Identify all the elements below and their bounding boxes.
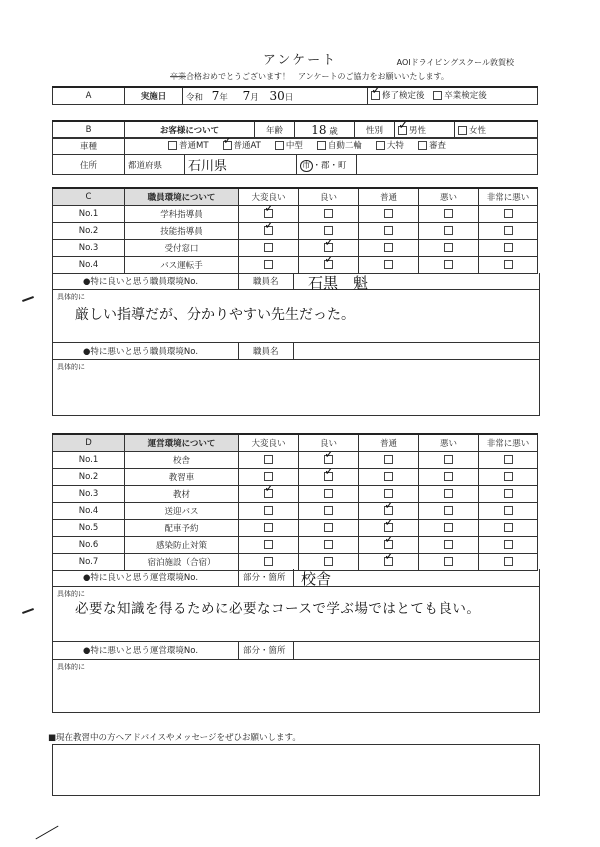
d-row-item: 配車予約 (125, 520, 239, 537)
date-field[interactable] (183, 87, 368, 105)
checkbox-icon (384, 209, 393, 218)
month-unit: 月 (250, 93, 259, 103)
rating-header: 非常に悪い (479, 434, 538, 452)
d-rating-cell[interactable] (299, 537, 359, 554)
city-field[interactable] (357, 155, 538, 175)
greeting-message: 合格おめでとうございます！ アンケートのご協力をお願いいたします。 (186, 72, 449, 81)
c-row-item: バス運転手 (125, 257, 239, 274)
gender-male[interactable] (395, 121, 455, 139)
d-row (53, 486, 538, 503)
d-rating-cell[interactable] (359, 520, 419, 537)
c-rating-cell[interactable] (359, 257, 419, 274)
c-rating-cell[interactable] (239, 206, 299, 223)
d-rating-cell[interactable] (479, 503, 538, 520)
vehicle-label: 車種 (53, 138, 125, 155)
c-rating-cell[interactable] (239, 240, 299, 257)
d-good-label: ●特に良いと思う運営環境No. (83, 573, 199, 583)
age-value: 18 (311, 123, 327, 137)
d-row (53, 520, 538, 537)
d-rating-cell[interactable] (479, 469, 538, 486)
d-part-label: 部分・箇所 (243, 573, 286, 583)
checkbox-icon (384, 243, 393, 252)
checkbox-icon (324, 489, 333, 498)
vehicle-row (52, 137, 538, 155)
scan-mark (22, 608, 34, 614)
vehicle-shinsa[interactable] (418, 139, 446, 151)
section-c-table (52, 187, 538, 274)
checkbox-icon (384, 472, 393, 481)
c-rating-cell[interactable] (299, 240, 359, 257)
checkbox-icon (504, 455, 513, 464)
checkbox-icon (398, 126, 407, 135)
age-field[interactable] (295, 121, 355, 139)
vehicle-options (125, 138, 538, 155)
c-rating-cell[interactable] (299, 223, 359, 240)
vehicle-nirin[interactable] (317, 139, 362, 151)
c-rating-cell[interactable] (359, 223, 419, 240)
d-rating-cell[interactable] (239, 469, 299, 486)
rating-header: 良い (299, 434, 359, 452)
month-value: 7 (242, 89, 251, 103)
checkbox-icon (324, 226, 333, 235)
section-d-heading: 運営環境について (125, 434, 239, 452)
d-bad-row (52, 642, 540, 660)
c-bad-detail-box[interactable] (52, 360, 540, 416)
rating-header: 普通 (359, 188, 419, 206)
d-rating-cell[interactable] (359, 503, 419, 520)
rating-header: 大変良い (239, 188, 299, 206)
c-rating-cell[interactable] (419, 223, 479, 240)
d-row-item: 校舎 (125, 452, 239, 469)
d-rating-cell[interactable] (359, 452, 419, 469)
checkbox-icon (444, 523, 453, 532)
checkbox-icon (371, 91, 380, 100)
checkbox-icon (504, 506, 513, 515)
c-row-item: 受付窓口 (125, 240, 239, 257)
checkbox-icon (504, 226, 513, 235)
checkbox-icon (433, 91, 442, 100)
checkbox-icon (264, 472, 273, 481)
d-good-comment: 必要な知識を得るために必要なコースで学ぶ場ではとても良い。 (75, 601, 481, 617)
checkbox-icon (264, 506, 273, 515)
d-rating-cell[interactable] (419, 503, 479, 520)
c-rating-cell[interactable] (359, 206, 419, 223)
advice-label: ■現在教習中の方へアドバイスやメッセージをぜひお願いします。 (48, 733, 301, 743)
pen-stroke (35, 826, 58, 840)
c-rating-cell[interactable] (479, 223, 538, 240)
checkbox-icon (264, 455, 273, 464)
c-staff-label: 職員名 (253, 277, 279, 287)
d-rating-cell[interactable] (479, 537, 538, 554)
d-rating-cell[interactable] (479, 486, 538, 503)
vehicle-at[interactable] (223, 139, 261, 151)
city-type-field[interactable] (297, 155, 357, 175)
checkbox-icon (264, 226, 273, 235)
section-c-heading: 職員環境について (125, 188, 239, 206)
checkbox-icon (317, 141, 326, 150)
checkbox-icon (444, 489, 453, 498)
checkbox-icon (444, 260, 453, 269)
checkbox-icon (324, 243, 333, 252)
vehicle-at-label: 普通AT (233, 141, 261, 152)
c-rating-cell[interactable] (479, 206, 538, 223)
c-row-no: No.4 (53, 257, 125, 274)
day-value: 30 (269, 89, 285, 103)
checkbox-icon (444, 506, 453, 515)
prefecture-label: 都道府県 (125, 155, 185, 175)
c-rating-cell[interactable] (419, 206, 479, 223)
d-rating-cell[interactable] (239, 537, 299, 554)
checkbox-icon (384, 260, 393, 269)
c-good-detail-box[interactable] (52, 290, 540, 343)
rating-header: 悪い (419, 434, 479, 452)
city-shi-circled: 市 (302, 160, 311, 171)
checkbox-icon (504, 523, 513, 532)
checkbox-icon (444, 540, 453, 549)
c-rating-cell[interactable] (299, 257, 359, 274)
checkbox-icon (444, 557, 453, 566)
c-row-no: No.1 (53, 206, 125, 223)
vehicle-daitoku-label: 大特 (386, 141, 404, 152)
section-d-table (52, 433, 538, 571)
opt-shuuryou[interactable] (371, 89, 425, 101)
d-rating-cell[interactable] (419, 520, 479, 537)
d-row-item: 教材 (125, 486, 239, 503)
day-unit: 日 (284, 93, 294, 103)
d-rating-cell[interactable] (359, 537, 419, 554)
year-value: 7 (211, 89, 220, 103)
c-bad-label: ●特に悪いと思う職員環境No. (83, 347, 199, 357)
checkbox-icon (504, 260, 513, 269)
vehicle-daitoku[interactable] (376, 139, 404, 151)
checkbox-icon (504, 557, 513, 566)
checkbox-icon (444, 209, 453, 218)
d-rating-cell[interactable] (239, 486, 299, 503)
section-a-label: A (53, 87, 125, 105)
vehicle-shinsa-label: 審査 (428, 141, 446, 152)
prefecture-value: 石川県 (188, 159, 228, 174)
d-row (53, 537, 538, 554)
c-rating-cell[interactable] (419, 240, 479, 257)
d-rating-cell[interactable] (359, 554, 419, 571)
checkbox-icon (384, 523, 393, 532)
d-good-detail-box[interactable] (52, 587, 540, 642)
checkbox-icon (384, 455, 393, 464)
address-label: 住所 (53, 155, 125, 175)
c-good-row (52, 273, 540, 290)
d-rating-cell[interactable] (359, 486, 419, 503)
checkbox-icon (324, 472, 333, 481)
c-detail-label: 具体的に (57, 293, 85, 301)
checkbox-icon (504, 472, 513, 481)
d-row (53, 469, 538, 486)
year-unit: 年 (219, 93, 228, 103)
d-rating-cell[interactable] (479, 520, 538, 537)
section-b-label: B (53, 121, 125, 139)
c-rating-cell[interactable] (299, 206, 359, 223)
section-a-table (52, 86, 538, 105)
checkbox-icon (324, 557, 333, 566)
c-row-no: No.3 (53, 240, 125, 257)
checkbox-icon (504, 489, 513, 498)
c-row-item: 学科指導員 (125, 206, 239, 223)
c-row (53, 223, 538, 240)
rating-header: 普通 (359, 434, 419, 452)
checkbox-icon (384, 226, 393, 235)
vehicle-mt-label: 普通MT (179, 141, 209, 152)
c-row (53, 206, 538, 223)
gender-female[interactable] (455, 121, 538, 139)
d-good-row (52, 569, 540, 587)
d-rating-cell[interactable] (239, 452, 299, 469)
prefecture-field[interactable] (185, 155, 297, 175)
checkbox-icon (168, 141, 177, 150)
checkbox-icon (264, 209, 273, 218)
d-rating-cell[interactable] (239, 520, 299, 537)
checkbox-icon (264, 260, 273, 269)
c-row (53, 257, 538, 274)
checkbox-icon (444, 472, 453, 481)
checkbox-icon (376, 141, 385, 150)
d-rating-cell[interactable] (419, 486, 479, 503)
d-row-no: No.5 (53, 520, 125, 537)
d-detail-label-2: 具体的に (57, 663, 85, 671)
c-row-item: 技能指導員 (125, 223, 239, 240)
checkbox-icon (264, 540, 273, 549)
exam-type-cell (368, 87, 538, 105)
checkbox-icon (384, 506, 393, 515)
checkbox-icon (384, 540, 393, 549)
checkbox-icon (324, 455, 333, 464)
d-row (53, 452, 538, 469)
d-rating-cell[interactable] (299, 452, 359, 469)
d-rating-cell[interactable] (299, 503, 359, 520)
checkbox-icon (324, 506, 333, 515)
rating-header: 良い (299, 188, 359, 206)
advice-box[interactable] (52, 744, 540, 796)
male-label: 男性 (409, 126, 427, 136)
d-row-no: No.3 (53, 486, 125, 503)
checkbox-icon (275, 141, 284, 150)
d-rating-cell[interactable] (419, 537, 479, 554)
d-row-item: 送迎バス (125, 503, 239, 520)
age-label: 年齢 (255, 121, 295, 139)
checkbox-icon (324, 260, 333, 269)
city-rest-label: ・郡・町 (312, 160, 347, 171)
checkbox-icon (264, 489, 273, 498)
opt-shuuryou-label: 修了検定後 (382, 91, 425, 102)
c-row (53, 240, 538, 257)
c-bad-staff-label: 職員名 (253, 347, 279, 357)
greeting-text (170, 71, 449, 82)
checkbox-icon (324, 540, 333, 549)
c-rating-cell[interactable] (479, 240, 538, 257)
d-detail-label: 具体的に (57, 590, 85, 598)
age-unit: 歳 (329, 127, 338, 137)
d-row-no: No.4 (53, 503, 125, 520)
section-d-label: D (53, 434, 125, 452)
checkbox-icon (264, 243, 273, 252)
c-good-label: ●特に良いと思う職員環境No. (83, 277, 199, 287)
section-c-label: C (53, 188, 125, 206)
c-detail-label-2: 具体的に (57, 363, 85, 371)
vehicle-nirin-label: 自動二輪 (327, 141, 362, 152)
d-good-part[interactable]: 校舎 (301, 570, 332, 588)
d-row-no: No.2 (53, 469, 125, 486)
checkbox-icon (418, 141, 427, 150)
d-row-no: No.6 (53, 537, 125, 554)
vehicle-chuugata-label: 中型 (285, 141, 303, 152)
rating-header: 大変良い (239, 434, 299, 452)
checkbox-icon (384, 489, 393, 498)
date-label: 実施日 (125, 87, 183, 105)
d-row-item: 宿泊施設（合宿） (125, 554, 239, 571)
d-rating-cell[interactable] (419, 452, 479, 469)
d-row-item: 感染防止対策 (125, 537, 239, 554)
c-good-staff[interactable]: 石黒 魁 (308, 274, 369, 292)
survey-title: アンケート (262, 53, 338, 68)
d-row (53, 554, 538, 571)
checkbox-icon (324, 209, 333, 218)
checkbox-icon (504, 540, 513, 549)
c-row-no: No.2 (53, 223, 125, 240)
d-rating-cell[interactable] (419, 469, 479, 486)
rating-header: 悪い (419, 188, 479, 206)
checkbox-icon (264, 523, 273, 532)
era-label: 令和 (186, 93, 204, 103)
school-name: AOIドライビングスクール敦賀校 (396, 58, 514, 67)
vehicle-mt[interactable] (168, 139, 209, 151)
address-row (52, 154, 538, 175)
rating-header: 非常に悪い (479, 188, 538, 206)
d-rating-cell[interactable] (419, 554, 479, 571)
d-row-no: No.1 (53, 452, 125, 469)
d-rating-cell[interactable] (239, 503, 299, 520)
d-rating-cell[interactable] (479, 554, 538, 571)
female-label: 女性 (469, 126, 487, 136)
d-rating-cell[interactable] (299, 469, 359, 486)
d-rating-cell[interactable] (239, 554, 299, 571)
c-rating-cell[interactable] (359, 240, 419, 257)
gender-label: 性別 (355, 121, 395, 139)
d-bad-detail-box[interactable] (52, 660, 540, 713)
d-row-no: No.7 (53, 554, 125, 571)
section-b-heading: お客様について (125, 121, 255, 139)
checkbox-icon (264, 557, 273, 566)
c-good-comment: 厳しい指導だが、分かりやすい先生だった。 (75, 307, 355, 323)
c-rating-cell[interactable] (239, 223, 299, 240)
d-rating-cell[interactable] (299, 486, 359, 503)
checkbox-icon (384, 557, 393, 566)
checkbox-icon (458, 126, 467, 135)
checkbox-icon (444, 455, 453, 464)
d-rating-cell[interactable] (359, 469, 419, 486)
d-bad-label: ●特に悪いと思う運営環境No. (83, 646, 199, 656)
vehicle-chuugata[interactable] (275, 139, 303, 151)
c-rating-cell[interactable] (419, 257, 479, 274)
scan-mark (22, 296, 34, 302)
d-rating-cell[interactable] (299, 520, 359, 537)
c-rating-cell[interactable] (479, 257, 538, 274)
checkbox-icon (223, 141, 232, 150)
checkbox-icon (504, 243, 513, 252)
struck-text: 卒業 (170, 72, 186, 81)
c-bad-row (52, 343, 540, 360)
d-bad-part-label: 部分・箇所 (243, 646, 286, 656)
opt-sotsugyou[interactable] (433, 89, 487, 101)
d-row-item: 教習車 (125, 469, 239, 486)
c-rating-cell[interactable] (239, 257, 299, 274)
opt-sotsugyou-label: 卒業検定後 (444, 91, 487, 102)
d-rating-cell[interactable] (479, 452, 538, 469)
checkbox-icon (444, 226, 453, 235)
checkbox-icon (324, 523, 333, 532)
d-row (53, 503, 538, 520)
checkbox-icon (504, 209, 513, 218)
checkbox-icon (444, 243, 453, 252)
